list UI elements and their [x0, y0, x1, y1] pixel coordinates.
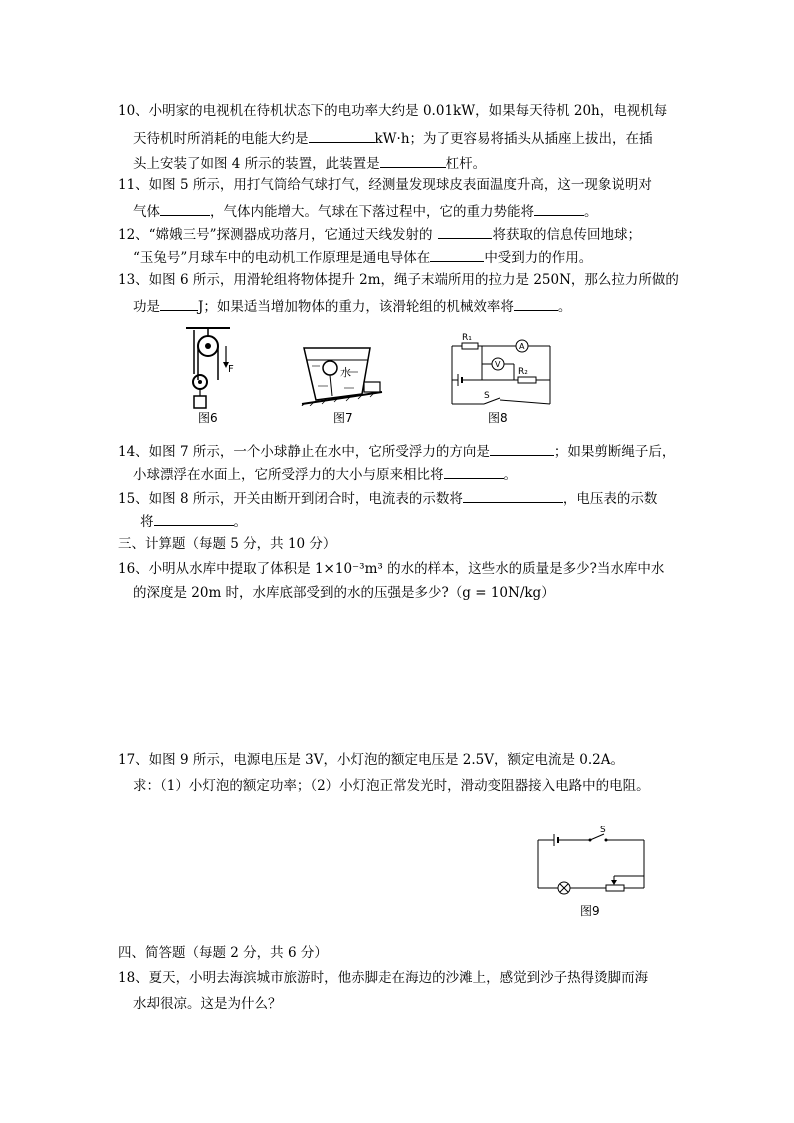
fig8-caption: 图8 [488, 411, 508, 425]
q10-blank-1[interactable] [309, 128, 375, 143]
q10-blank-2[interactable] [380, 153, 446, 168]
q15-line-2: 将 。 [140, 511, 247, 531]
q11-line-1: 11、如图 5 所示，用打气筒给气球打气，经测量发现球皮表面温度升高，这一现象说明对 [118, 177, 652, 193]
fig7-water-label: 水 [340, 366, 351, 379]
q17-line-1: 17、如图 9 所示，电源电压是 3V，小灯泡的额定电压是 2.5V，额定电流是 0.2A。 [118, 752, 624, 768]
fig8-switch-label: S [484, 391, 490, 401]
q12-blank-2[interactable] [430, 247, 484, 262]
section-4-title: 四、简答题（每题 2 分，共 6 分） [118, 945, 328, 961]
fig9-switch-label: S [600, 826, 606, 835]
q11-line-2: 气体 ，气体内能增大。气球在下落过程中，它的重力势能将 。 [133, 201, 598, 221]
q10-line-2: 天待机时所消耗的电能大约是 kW·h；为了更容易将插头从插座上拔出，在插 [133, 128, 653, 148]
figure-7-container [298, 342, 386, 406]
figure-8-circuit [446, 332, 556, 408]
figure-6-pulley [180, 326, 240, 410]
q15-blank-2[interactable] [154, 511, 234, 526]
fig7-caption: 图7 [333, 411, 353, 425]
fig8-ammeter-label: A [519, 342, 525, 351]
q14-line-2: 小球漂浮在水面上，它所受浮力的大小与原来相比将 。 [133, 464, 517, 484]
q14-blank-2[interactable] [444, 464, 504, 479]
q13-blank-1[interactable] [160, 296, 198, 311]
q12-line-1: 12、“嫦娥三号”探测器成功落月，它通过天线发射的 将获取的信息传回地球； [118, 224, 641, 244]
q14-blank-1[interactable] [490, 441, 554, 456]
fig8-r2-label: R₂ [518, 367, 528, 377]
q12-line-2: “玉兔号”月球车中的电动机工作原理是通电导体在 中受到力的作用。 [133, 247, 592, 267]
fig9-caption: 图9 [580, 904, 600, 918]
fig6-force-label: F [228, 364, 234, 375]
q18-line-1: 18、夏天，小明去海滨城市旅游时，他赤脚走在海边的沙滩上，感觉到沙子热得烫脚而海 [118, 970, 649, 986]
q16-line-1: 16、小明从水库中提取了体积是 1×10⁻³m³ 的水的样本，这些水的质量是多少?当水库中水 [118, 561, 665, 577]
q13-line-2: 功是 J；如果适当增加物体的重力，该滑轮组的机械效率将 。 [133, 296, 571, 316]
q17-line-2: 求：（1）小灯泡的额定功率；（2）小灯泡正常发光时，滑动变阻器接入电路中的电阻。 [133, 778, 650, 794]
q14-line-1: 14、如图 7 所示，一个小球静止在水中，它所受浮力的方向是 ；如果剪断绳子后， [118, 441, 675, 461]
section-3-title: 三、计算题（每题 5 分，共 10 分） [118, 536, 337, 552]
fig8-voltmeter-label: V [495, 360, 501, 369]
q16-line-2: 的深度是 20m 时，水库底部受到的水的压强是多少?（g = 10N/kg） [133, 585, 555, 601]
q11-blank-2[interactable] [534, 201, 584, 216]
fig6-caption: 图6 [198, 411, 218, 425]
q10-line-3: 头上安装了如图 4 所示的装置，此装置是 杠杆。 [133, 153, 486, 173]
q15-blank-1[interactable] [463, 488, 563, 503]
q13-blank-2[interactable] [514, 296, 558, 311]
q18-line-2: 水却很凉。这是为什么？ [133, 996, 282, 1012]
fig8-r1-label: R₁ [462, 333, 472, 343]
q12-blank-1[interactable] [438, 224, 492, 239]
q11-blank-1[interactable] [160, 201, 210, 216]
q13-line-1: 13、如图 6 所示，用滑轮组将物体提升 2m，绳子末端所用的拉力是 250N，那么拉力所做的 [118, 272, 679, 288]
q15-line-1: 15、如图 8 所示，开关由断开到闭合时，电流表的示数将 ，电压表的示数 [118, 488, 657, 508]
q10-line-1: 10、小明家的电视机在待机状态下的电功率大约是 0.01kW，如果每天待机 20h，电视机每 [118, 103, 668, 119]
figure-9-circuit [530, 826, 650, 906]
